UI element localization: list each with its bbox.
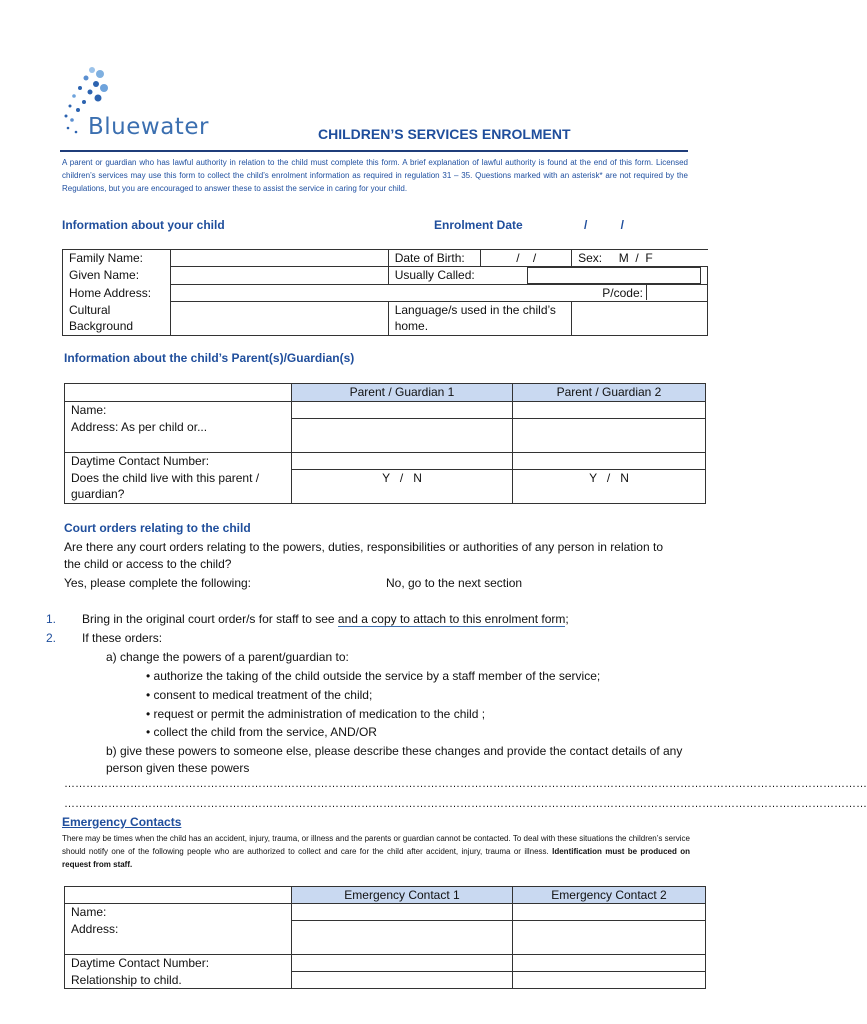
item-1-underlined: and a copy to attach to this enrolment form xyxy=(337,612,566,626)
parent1-daytime-field[interactable] xyxy=(292,453,513,470)
emergency2-relationship-field[interactable] xyxy=(513,972,706,989)
parent-daytime-label: Daytime Contact Number: xyxy=(65,453,292,470)
bullet-4: • collect the child from the service, AND/OR xyxy=(146,725,377,739)
intro-text: A parent or guardian who has lawful authority in relation to the child must complete this form. A brief explanation of lawful authority is found at the end of this form. Licensed children’s services may use this form to collect the child’s enrolment information as required in regulation 31 – 35. Questions marked with an asterisk* are not required by the Regulations, but you are encouraged to answer these to assist the service in caring for your child. xyxy=(62,158,688,193)
usually-called-label: Usually Called: xyxy=(388,267,481,285)
parent2-address-field[interactable] xyxy=(513,419,706,453)
emergency-table-corner xyxy=(65,887,292,904)
emergency-text-bold: Identification must be produced on request from staff. xyxy=(62,847,690,869)
emergency-heading: Emergency Contacts xyxy=(62,815,182,829)
parent1-name-field[interactable] xyxy=(292,402,513,419)
sex-options[interactable]: M / F xyxy=(618,251,653,265)
emergency2-daytime-field[interactable] xyxy=(513,955,706,972)
parent-name-label: Name: xyxy=(65,402,292,419)
court-section-heading: Court orders relating to the child xyxy=(64,521,251,535)
emergency2-name-field[interactable] xyxy=(513,904,706,921)
item-1-text xyxy=(82,611,569,628)
emergency-table xyxy=(64,886,706,989)
family-name-field[interactable] xyxy=(170,250,388,267)
parent1-live-with-yn[interactable]: Y / N xyxy=(292,470,513,504)
emergency-text xyxy=(62,832,690,871)
parent-section-heading: Information about the child’s Parent(s)/Guardian(s) xyxy=(64,351,355,365)
parent-live-with-label: Does the child live with this parent / guardian? xyxy=(65,470,292,504)
parent-address-label: Address: As per child or... xyxy=(65,419,292,453)
parent-table-corner xyxy=(65,384,292,402)
emergency-contact-1-header: Emergency Contact 1 xyxy=(292,887,513,904)
item-2-text: If these orders: xyxy=(82,631,163,645)
cultural-background-label: Cultural Background xyxy=(63,302,171,336)
emergency2-address-field[interactable] xyxy=(513,921,706,955)
enrolment-date-field[interactable]: / / xyxy=(584,218,625,232)
court-question: Are there any court orders relating to the powers, duties, responsibilities or authorities of any person in relation to the child or access to the child? xyxy=(64,540,663,571)
parent2-name-field[interactable] xyxy=(513,402,706,419)
emergency-name-label: Name: xyxy=(65,904,292,921)
enrolment-date-label: Enrolment Date xyxy=(434,218,523,232)
emergency1-address-field[interactable] xyxy=(292,921,513,955)
item-1-number: 1. xyxy=(46,612,57,626)
logo xyxy=(58,62,238,147)
pcode-cell[interactable] xyxy=(572,285,708,302)
item-2-number: 2. xyxy=(46,631,57,645)
family-name-label: Family Name: xyxy=(63,250,171,267)
parent-table xyxy=(64,383,706,504)
home-address-field[interactable] xyxy=(170,285,571,302)
emergency-text-body: There may be times when the child has an accident, injury, trauma, or illness and the parents or guardian cannot be contacted. To deal with these situations the children’s service should notify one of the following people who are authorized to collect and care for the child after accident, injury, trauma or illness. xyxy=(62,834,690,856)
parent2-daytime-field[interactable] xyxy=(513,453,706,470)
court-details-line-1[interactable]: ………………………………………………………………………………………………………………………………………………………………………………………………… xyxy=(64,778,867,790)
emergency1-relationship-field[interactable] xyxy=(292,972,513,989)
cultural-background-field[interactable] xyxy=(170,302,388,336)
court-yes-option[interactable]: Yes, please complete the following: xyxy=(64,576,252,590)
dob-label xyxy=(388,250,481,267)
logo-text: Bluewater xyxy=(88,114,209,140)
parent-guardian-2-header: Parent / Guardian 2 xyxy=(513,384,706,402)
emergency1-name-field[interactable] xyxy=(292,904,513,921)
dob-label-text: Date of Birth: xyxy=(394,251,465,265)
parent2-live-with-yn[interactable]: Y / N xyxy=(513,470,706,504)
title-rule xyxy=(60,150,688,152)
child-section-heading: Information about your child xyxy=(62,218,225,232)
sub-item-b: b) give these powers to someone else, please describe these changes and provide the contact details of any person given these powers xyxy=(106,744,683,775)
child-info-table xyxy=(62,249,708,336)
usually-called-field[interactable] xyxy=(481,267,708,285)
parent1-address-field[interactable] xyxy=(292,419,513,453)
language-label: Language/s used in the child’s home. xyxy=(388,302,571,336)
sex-cell[interactable] xyxy=(572,250,708,267)
form-title: CHILDREN’S SERVICES ENROLMENT xyxy=(318,126,571,142)
sub-item-a: a) change the powers of a parent/guardian to: xyxy=(106,650,349,664)
parent-guardian-1-header: Parent / Guardian 1 xyxy=(292,384,513,402)
given-name-field[interactable] xyxy=(170,267,388,285)
emergency-daytime-label: Daytime Contact Number: xyxy=(65,955,292,972)
sex-label: Sex: xyxy=(578,251,603,265)
bullet-3: • request or permit the administration of medication to the child ; xyxy=(146,707,486,721)
emergency-relationship-label: Relationship to child. xyxy=(65,972,292,989)
court-details-line-2[interactable]: ………………………………………………………………………………………………………………………………………………………………………………………………… xyxy=(64,798,867,810)
court-no-option[interactable]: No, go to the next section xyxy=(386,576,523,590)
dob-field[interactable]: / / xyxy=(481,250,572,267)
item-1-main: Bring in the original court order/s for staff to see xyxy=(82,612,338,626)
item-1-end: ; xyxy=(565,612,569,626)
pcode-label: P/code: xyxy=(602,286,643,300)
emergency1-daytime-field[interactable] xyxy=(292,955,513,972)
home-address-label: Home Address: xyxy=(63,285,171,302)
bullet-1: • authorize the taking of the child outside the service by a staff member of the service; xyxy=(146,669,601,683)
emergency-contact-2-header: Emergency Contact 2 xyxy=(513,887,706,904)
bullet-2: • consent to medical treatment of the child; xyxy=(146,688,373,702)
given-name-label: Given Name: xyxy=(63,267,171,285)
emergency-address-label: Address: xyxy=(65,921,292,955)
language-field[interactable] xyxy=(572,302,708,336)
